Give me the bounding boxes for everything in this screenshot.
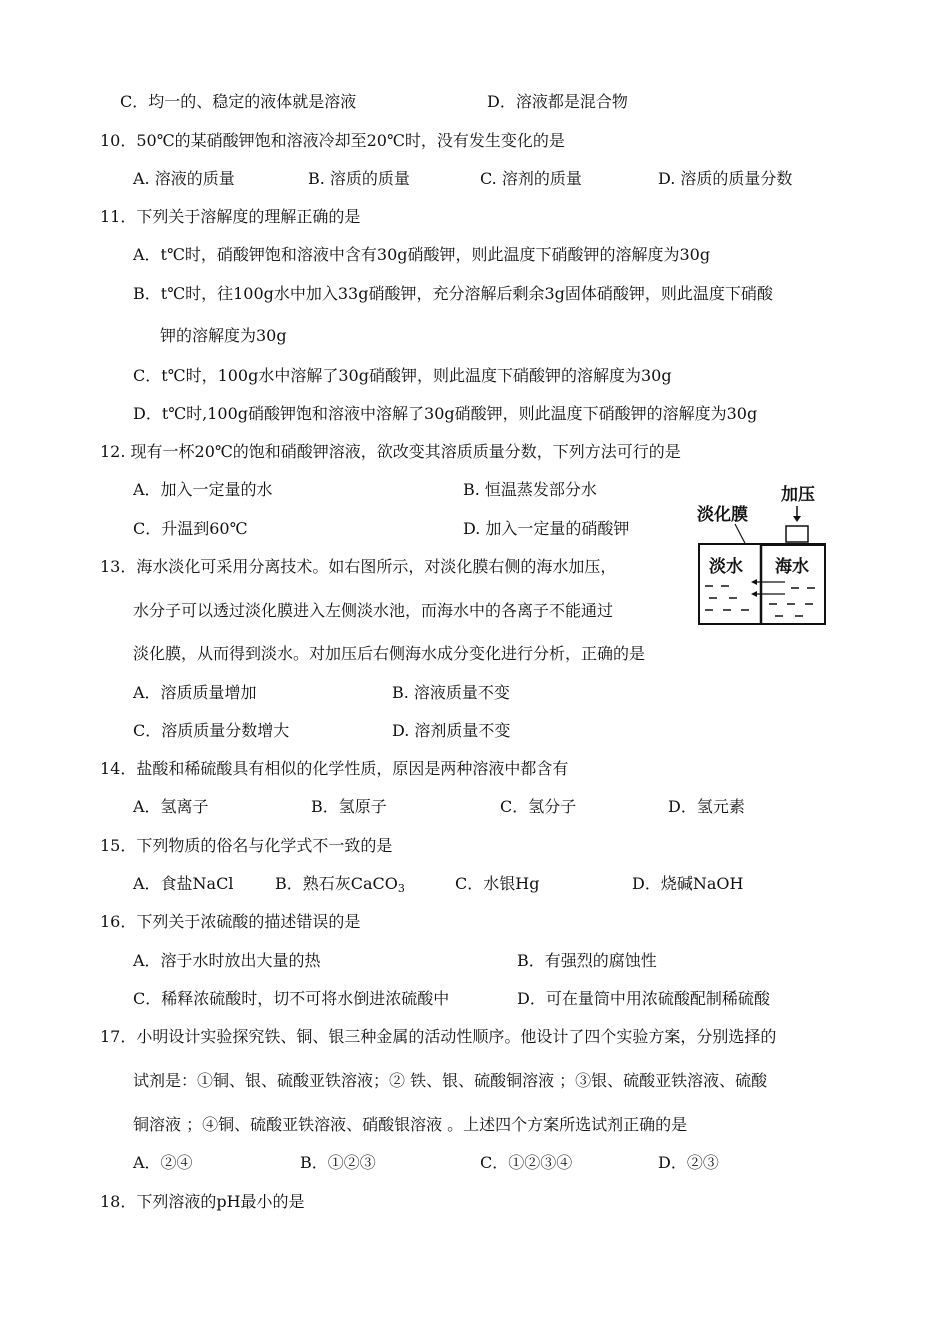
q17-option-c: C．①②③④ <box>480 1153 573 1172</box>
q11-option-b-line2: 钾的溶解度为30g <box>160 326 287 345</box>
piston <box>786 526 808 542</box>
q15-option-c: C．水银Hg <box>455 874 540 893</box>
q17-stem-line3: 铜溶液 ；④铜、硫酸亚铁溶液、硝酸银溶液 。上述四个方案所选试剂正确的是 <box>133 1115 688 1134</box>
q11-option-b-line1: B．t℃时，往100g水中加入33g硝酸钾，充分溶解后剩余3g固体硝酸钾，则此温度下硝酸 <box>133 284 773 303</box>
q10-option-b: B. 溶质的质量 <box>308 169 410 188</box>
q15-option-b <box>275 874 405 894</box>
sea-water-lid <box>761 544 825 546</box>
q16-option-b: B．有强烈的腐蚀性 <box>517 951 657 970</box>
q14-option-a: A．氢离子 <box>133 797 209 816</box>
q12-stem: 12. 现有一杯20℃的饱和硝酸钾溶液，欲改变其溶质质量分数，下列方法可行的是 <box>100 442 681 461</box>
membrane-label: 淡化膜 <box>697 505 748 525</box>
q17-option-d: D．②③ <box>658 1153 719 1172</box>
pressure-label: 加压 <box>781 485 815 505</box>
q9-option-c: C．均一的、稳定的液体就是溶液 <box>120 92 357 111</box>
q17-stem-line2: 试剂是：①铜、银、硫酸亚铁溶液；② 铁、银、硫酸铜溶液 ；③银、硫酸亚铁溶液、硫酸 <box>133 1071 768 1090</box>
sea-water-label: 海水 <box>775 557 809 577</box>
q18-stem: 18．下列溶液的pH最小的是 <box>100 1192 305 1211</box>
q13-stem-line3: 淡化膜，从而得到淡水。对加压后右侧海水成分变化进行分析，正确的是 <box>133 644 646 663</box>
q15-option-b-text: B．熟石灰CaCO <box>275 874 398 893</box>
q13-option-d: D. 溶剂质量不变 <box>392 721 511 740</box>
q15-stem: 15．下列物质的俗名与化学式不一致的是 <box>100 836 393 855</box>
q13-option-c: C．溶质质量分数增大 <box>133 721 290 740</box>
q17-stem-line1: 17．小明设计实验探究铁、铜、银三种金属的活动性顺序。他设计了四个实验方案，分别选择的 <box>100 1027 777 1046</box>
q10-option-c: C. 溶剂的质量 <box>480 169 582 188</box>
q11-option-c: C．t℃时，100g水中溶解了30g硝酸钾，则此温度下硝酸钾的溶解度为30g <box>133 366 672 385</box>
q14-option-b: B．氢原子 <box>311 797 387 816</box>
q14-option-d: D．氢元素 <box>668 797 745 816</box>
q12-option-a: A．加入一定量的水 <box>133 480 273 499</box>
q13-option-b: B. 溶液质量不变 <box>392 683 510 702</box>
q17-option-a: A．②④ <box>133 1153 193 1172</box>
desalination-diagram <box>695 482 845 627</box>
q10-option-d: D. 溶质的质量分数 <box>658 169 793 188</box>
q13-stem-line1: 13．海水淡化可采用分离技术。如右图所示，对淡化膜右侧的海水加压， <box>100 557 617 576</box>
q15-option-b-subscript: 3 <box>397 882 405 895</box>
q17-option-b: B．①②③ <box>300 1153 376 1172</box>
pressure-arrow-head <box>793 516 801 522</box>
q15-option-a: A．食盐NaCl <box>133 874 234 893</box>
q16-stem: 16．下列关于浓硫酸的描述错误的是 <box>100 912 361 931</box>
q16-option-c: C．稀释浓硫酸时，切不可将水倒进浓硫酸中 <box>133 989 450 1008</box>
q11-stem: 11．下列关于溶解度的理解正确的是 <box>100 207 361 226</box>
q16-option-d: D．可在量筒中用浓硫酸配制稀硫酸 <box>517 989 770 1008</box>
q12-option-b: B. 恒温蒸发部分水 <box>463 480 597 499</box>
q16-option-a: A．溶于水时放出大量的热 <box>133 951 321 970</box>
q9-option-d: D．溶液都是混合物 <box>487 92 628 111</box>
q11-option-a: A．t℃时，硝酸钾饱和溶液中含有30g硝酸钾，则此温度下硝酸钾的溶解度为30g <box>133 245 711 264</box>
q13-option-a: A．溶质质量增加 <box>133 683 257 702</box>
q12-option-c: C．升温到60℃ <box>133 519 248 538</box>
q12-option-d: D. 加入一定量的硝酸钾 <box>463 519 630 538</box>
q10-option-a: A. 溶液的质量 <box>133 169 235 188</box>
q14-stem: 14．盐酸和稀硫酸具有相似的化学性质，原因是两种溶液中都含有 <box>100 759 569 778</box>
q15-option-d: D．烧碱NaOH <box>632 874 744 893</box>
q11-option-d: D．t℃时,100g硝酸钾饱和溶液中溶解了30g硝酸钾，则此温度下硝酸钾的溶解度为30g <box>133 404 758 423</box>
q10-stem: 10．50℃的某硝酸钾饱和溶液冷却至20℃时，没有发生变化的是 <box>100 131 565 150</box>
q13-stem-line2: 水分子可以透过淡化膜进入左侧淡水池，而海水中的各离子不能通过 <box>133 601 614 620</box>
q14-option-c: C．氢分子 <box>500 797 577 816</box>
fresh-water-label: 淡水 <box>709 557 743 577</box>
